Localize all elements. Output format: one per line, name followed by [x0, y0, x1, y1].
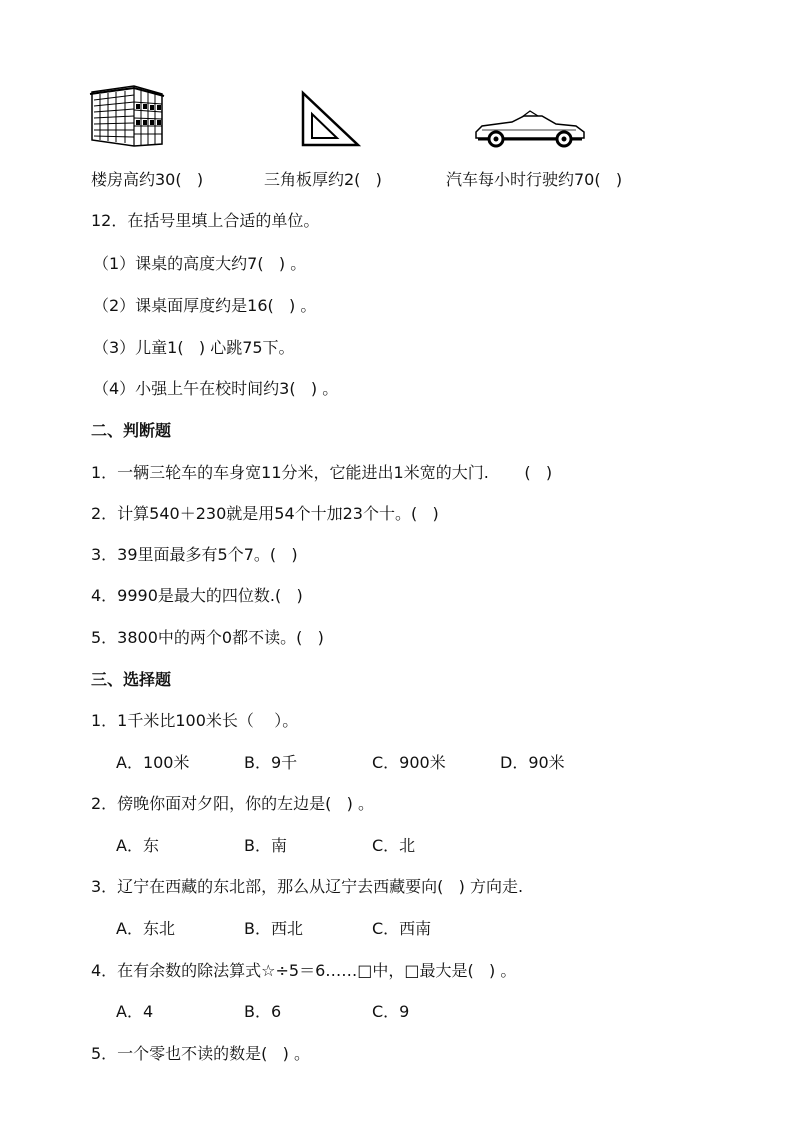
choice-stem: 2．傍晚你面对夕阳，你的左边是( ) 。 — [91, 794, 375, 813]
judge-item: 1．一辆三轮车的车身宽11分米，它能进出1米宽的大门. ( ) — [91, 463, 553, 482]
choice-stem: 5．一个零也不读的数是( ) 。 — [91, 1044, 311, 1063]
car-icon — [472, 106, 588, 150]
choice-option: C．西南 — [372, 919, 432, 938]
set-square-icon — [300, 90, 362, 148]
choice-option: A．东 — [116, 836, 159, 855]
triangle-caption: 三角板厚约2( ) — [264, 170, 382, 189]
judge-item: 4．9990是最大的四位数.( ) — [91, 586, 303, 605]
choice-option: C．9 — [372, 1002, 410, 1021]
q12-item: （2）课桌面厚度约是16( ) 。 — [93, 296, 317, 315]
choice-option: B．南 — [244, 836, 287, 855]
q12-item: （3）儿童1( ) 心跳75下。 — [93, 338, 295, 357]
judge-item: 2．计算540＋230就是用54个十加23个十。( ) — [91, 504, 439, 523]
section-choice-title: 三、选择题 — [91, 670, 172, 689]
judge-item: 5．3800中的两个0都不读。( ) — [91, 628, 324, 647]
choice-option: B．西北 — [244, 919, 303, 938]
q12-item: （1）课桌的高度大约7( ) 。 — [93, 254, 307, 273]
choice-option: C．北 — [372, 836, 416, 855]
q12-item: （4）小强上午在校时间约3( ) 。 — [93, 379, 339, 398]
choice-option: A．4 — [116, 1002, 154, 1021]
choice-stem: 3．辽宁在西藏的东北部，那么从辽宁去西藏要向( ) 方向走. — [91, 877, 524, 896]
section-judge-title: 二、判断题 — [91, 421, 172, 440]
car-caption: 汽车每小时行驶约70( ) — [446, 170, 623, 189]
choice-option: A．东北 — [116, 919, 175, 938]
judge-item: 3．39里面最多有5个7。( ) — [91, 545, 298, 564]
choice-option: C．900米 — [372, 753, 446, 772]
q12-title: 12．在括号里填上合适的单位。 — [91, 211, 320, 230]
building-icon — [88, 82, 166, 148]
choice-stem: 4．在有余数的除法算式☆÷5＝6……□中，□最大是( ) 。 — [91, 961, 517, 980]
building-caption: 楼房高约30( ) — [91, 170, 204, 189]
choice-stem: 1．1千米比100米长（ ）。 — [91, 711, 299, 730]
choice-option: B．6 — [244, 1002, 282, 1021]
choice-option: D．90米 — [500, 753, 565, 772]
choice-option: B．9千 — [244, 753, 298, 772]
choice-option: A．100米 — [116, 753, 190, 772]
